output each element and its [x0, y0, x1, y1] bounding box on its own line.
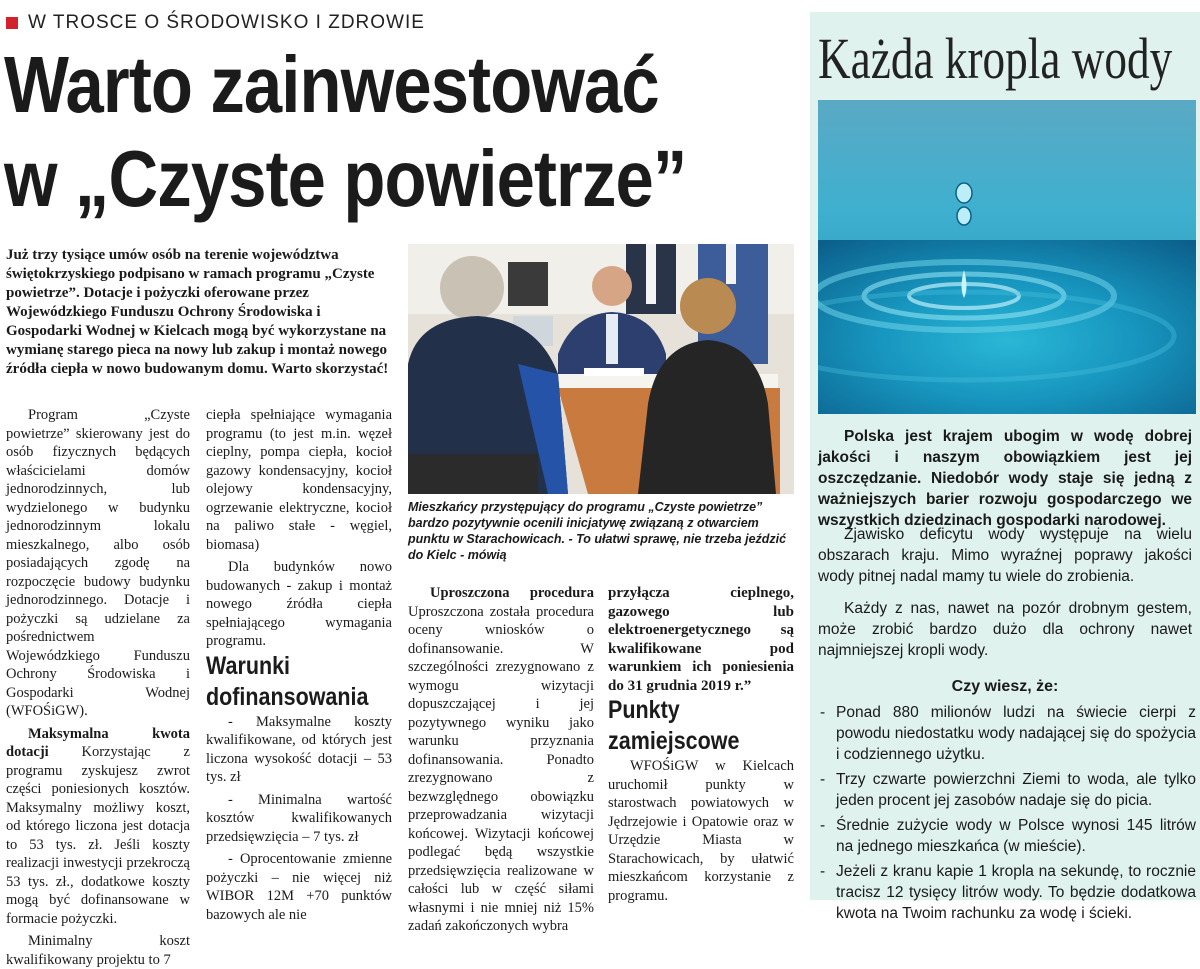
paragraph-text: Korzystając z programu zyskujesz zwrot części poniesionych kosztów. Maksymalny możliwy koszt, od którego liczona jest dotacja to 53 tys. zł. Jeśli koszty realizacji inwestycji przekroczą 53 tys. zł., dodatkowe koszty mogą być dofinansowane w formacie pożyczki. — [6, 744, 190, 927]
water-drop-illustration — [818, 100, 1196, 414]
paragraph-text: Uproszczona została procedura oceny wniosków o dofinansowanie. W szczególności zrezygnowano z wymogu wizytacji dopuszczającej i jej pozytywnego wyniku jako warunku przyznania dofinansowania. Ponadto zrezygnowano z bezwzględnego obowiązku przeprowadzania wizytacji końcowej. Wizytacji końcowej podlegać będą wszystkie przedsięwzięcia realizowane w całości lub w część siłami własnymi i nie mniej niż 15% zadań zakończonych wybra — [408, 603, 594, 934]
photo-caption: Mieszkańcy przystępujący do programu „Czyste powietrze” bardzo pozytywnie ocenili inicjatywę związaną z otwarciem punktu w Starachowicach. - To ułatwi sprawę, nie trzeba jeździć do Kielc - mówią — [408, 500, 787, 562]
section-subhead: Warunki dofinansowania — [206, 651, 369, 711]
body-paragraph — [6, 725, 190, 929]
article-lead: Już trzy tysiące umów osób na terenie województwa świętokrzyskiego podpisano w ramach programu „Czyste powietrze”. Dotacje i pożyczki oferowane przez Wojewódzkiego Funduszu Ochrony Środowiska i Gospodarki Wodnej w Kielcach mogą być wykorzystane na wymianę starego pieca na nowy lub zakup i montaż nowego źródła ciepła w nowo budowanym domu. Warto skorzystać! — [6, 247, 389, 377]
fact-text: Średnie zużycie wody w Polsce wynosi 145 litrów na jednego mieszkańca (w mieście). — [836, 817, 1196, 855]
fact-text: Jeżeli z kranu kapie 1 kropla na sekundę, to rocznie tracisz 12 tysięcy litrów wody. To będzie dodatkowa kwota na Twoim rachunku za wodę i ścieki. — [836, 863, 1196, 922]
headline-line-2: w „Czyste powietrze” — [4, 134, 687, 223]
body-paragraph: - Maksymalne koszty kwalifikowane, od których jest liczona wysokość dotacji – 53 tys. zł — [206, 713, 392, 785]
section-subhead: Punkty zamiejscowe — [608, 696, 740, 755]
quote-paragraph: przyłącza cieplnego, gazowego lub elektroenergetycznego są kwalifikowane pod warunkiem ich poniesienia do 31 grudnia 2019 r.” — [608, 585, 794, 694]
body-paragraph: WFOŚiGW w Kielcach uruchomił punkty w starostwach powiatowych w Jędrzejowie i Opatowie oraz w Urzędzie Miasta w Starachowicach, by ułatwić mieszkańcom korzystanie z programu. — [608, 758, 794, 904]
sidebar-title: Każda kropla wody — [818, 26, 1173, 91]
facts-list — [818, 702, 1196, 928]
body-paragraph: ciepła spełniające wymagania programu (to jest m.in. węzeł cieplny, pompa ciepła, kocioł gazowy kondensacyjny, kocioł olejowy kondensacyjny, ogrzewanie elektryczne, kocioł na paliwo stałe - węgiel, biomasa) — [206, 407, 392, 553]
body-paragraph: Program „Czyste powietrze” skierowany jest do osób fizycznych będących właścicielami domów jednorodzinnych, lub wydzielonego w budynku jednorodzinnym lokalu mieszkalnego, albo osób posiadających zgodę na rozpoczęcie budowy budynku jednorodzinnego. Dotacje i pożyczki są udzielane za pośrednictwem Wojewódzkiego Funduszu Ochrony Środowiska i Gospodarki Wodnej (WFOŚiGW). — [6, 407, 190, 719]
fact-item: - Jeżeli z kranu kapie 1 kropla na sekundę, to rocznie tracisz 12 tysięcy litrów wody. To będzie dodatkowa kwota na Twoim rachunku za wodę i ścieki. — [820, 863, 1196, 922]
sidebar-paragraph: Każdy z nas, nawet na pozór drobnym gestem, może zrobić bardzo dużo dla ochrony nawet najmniejszej kropli wody. — [818, 600, 1192, 659]
kicker-text: W TROSCE O ŚRODOWISKO I ZDROWIE — [28, 12, 425, 33]
water-drop-photo — [818, 100, 1196, 414]
fact-item: - Średnie zużycie wody w Polsce wynosi 145 litrów na jednego mieszkańca (w mieście). — [820, 817, 1196, 855]
body-paragraph: Minimalny koszt kwalifikowany projektu to 7 — [6, 933, 190, 968]
fact-text: Trzy czwarte powierzchni Ziemi to woda, ale tylko jeden procent jej zasobów nadaje się do picia. — [836, 771, 1196, 809]
water-sidebar — [810, 12, 1200, 922]
article-column-4 — [608, 584, 794, 905]
fact-text: Ponad 880 milionów ludzi na świecie cierpi z powodu niedostatku wody nadającej się do spożycia i codziennego użytku. — [836, 704, 1196, 763]
article-photo — [408, 244, 794, 494]
sidebar-paragraph: Zjawisko deficytu wody występuje na wielu obszarach kraju. Mimo wyraźnej poprawy jakości wody pitnej nadal mamy tu wiele do zrobienia. — [818, 526, 1192, 585]
body-paragraph: - Minimalna wartość kosztów kwalifikowanych przedsięwzięcia – 7 tys. zł — [206, 791, 392, 845]
body-paragraph — [408, 584, 594, 936]
article-column-3 — [408, 584, 594, 936]
headline-line-1: Warto zainwestować — [4, 40, 659, 129]
article-column-1 — [6, 406, 190, 969]
article-column-2 — [206, 406, 392, 924]
inline-subhead: Uproszczona procedura — [430, 585, 594, 601]
red-square-icon — [6, 17, 18, 29]
inline-subhead: Maksymalna kwota dotacji — [6, 725, 190, 760]
section-kicker — [6, 10, 425, 36]
facts-title: Czy wiesz, że: — [951, 678, 1059, 695]
office-scene-illustration — [408, 244, 794, 494]
fact-item: - Ponad 880 milionów ludzi na świecie cierpi z powodu niedostatku wody nadającej się do spożycia i codziennego użytku. — [820, 704, 1196, 763]
fact-item: - Trzy czwarte powierzchni Ziemi to woda, ale tylko jeden procent jej zasobów nadaje się do picia. — [820, 771, 1196, 809]
sidebar-lead: Polska jest krajem ubogim w wodę dobrej jakości i naszym obowiązkiem jest jej oszczędzanie. Niedobór wody staje się jedną z ważniejszych barier rozwoju gospodarczego we wszystkich dziedzinach gospodarki narodowej. — [818, 428, 1192, 529]
body-paragraph: Dla budynków nowo budowanych - zakup i montaż nowego źródła ciepła spełniającego wymagania programu. — [206, 559, 392, 649]
article-headline — [4, 38, 692, 226]
body-paragraph: - Oprocentowanie zmienne pożyczki – nie więcej niż WIBOR 12M +70 punktów bazowych ale nie — [206, 851, 392, 923]
